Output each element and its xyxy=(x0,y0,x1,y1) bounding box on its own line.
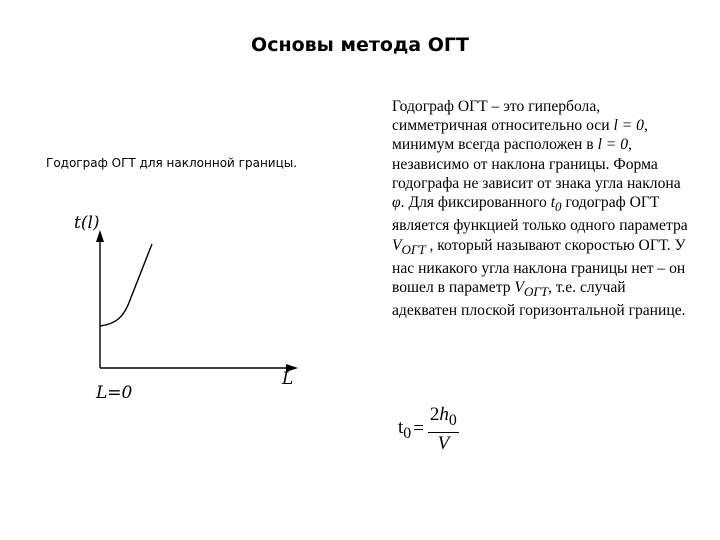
slide-title: Основы метода ОГТ xyxy=(251,34,469,56)
var-v-sub: ОГТ xyxy=(523,284,548,300)
var-v: V xyxy=(392,236,402,254)
x-axis-label: L xyxy=(282,369,294,389)
formula-denominator: V xyxy=(437,432,450,454)
formula-equals: = xyxy=(413,418,424,440)
y-axis-label: t(l) xyxy=(74,213,100,233)
description-text xyxy=(392,97,688,321)
var-v: V xyxy=(514,279,524,297)
formula xyxy=(398,404,459,455)
var-phi: φ xyxy=(392,194,401,212)
traveltime-graph xyxy=(60,200,320,410)
var-l: l = 0 xyxy=(597,136,629,154)
formula-numerator: $2h_0$ xyxy=(428,404,459,433)
text-part: , минимум всегда расположен в xyxy=(392,117,648,154)
text-part: годограф ОГТ является функцией только одного параметра xyxy=(392,194,688,235)
hodograph-curve xyxy=(100,244,152,326)
text-part: . Для фиксированного xyxy=(400,194,551,212)
graph-caption: Годограф ОГТ для наклонной границы. xyxy=(46,156,298,170)
text-part: , независимо от наклона границы. Форма годографа не зависит от знака угла наклона xyxy=(392,136,681,192)
var-l: l = 0 xyxy=(613,117,644,135)
var-t0-sub: 0 xyxy=(555,199,562,215)
formula-fraction xyxy=(428,404,459,455)
text-part: Годограф ОГТ – это гипербола, симметричная относительно оси xyxy=(392,98,614,135)
formula-lhs: $t_0$ xyxy=(398,416,412,442)
origin-label: L=0 xyxy=(96,383,133,403)
var-v-sub: ОГТ xyxy=(401,241,426,257)
text-part: , который называют скоростью ОГТ. У нас никакого угла наклона границы нет – он вошел в параметр xyxy=(392,236,686,297)
var-t0: t xyxy=(550,194,556,212)
text-part: , т.е. случай адекватен плоской горизонтальной границе. xyxy=(392,279,686,320)
